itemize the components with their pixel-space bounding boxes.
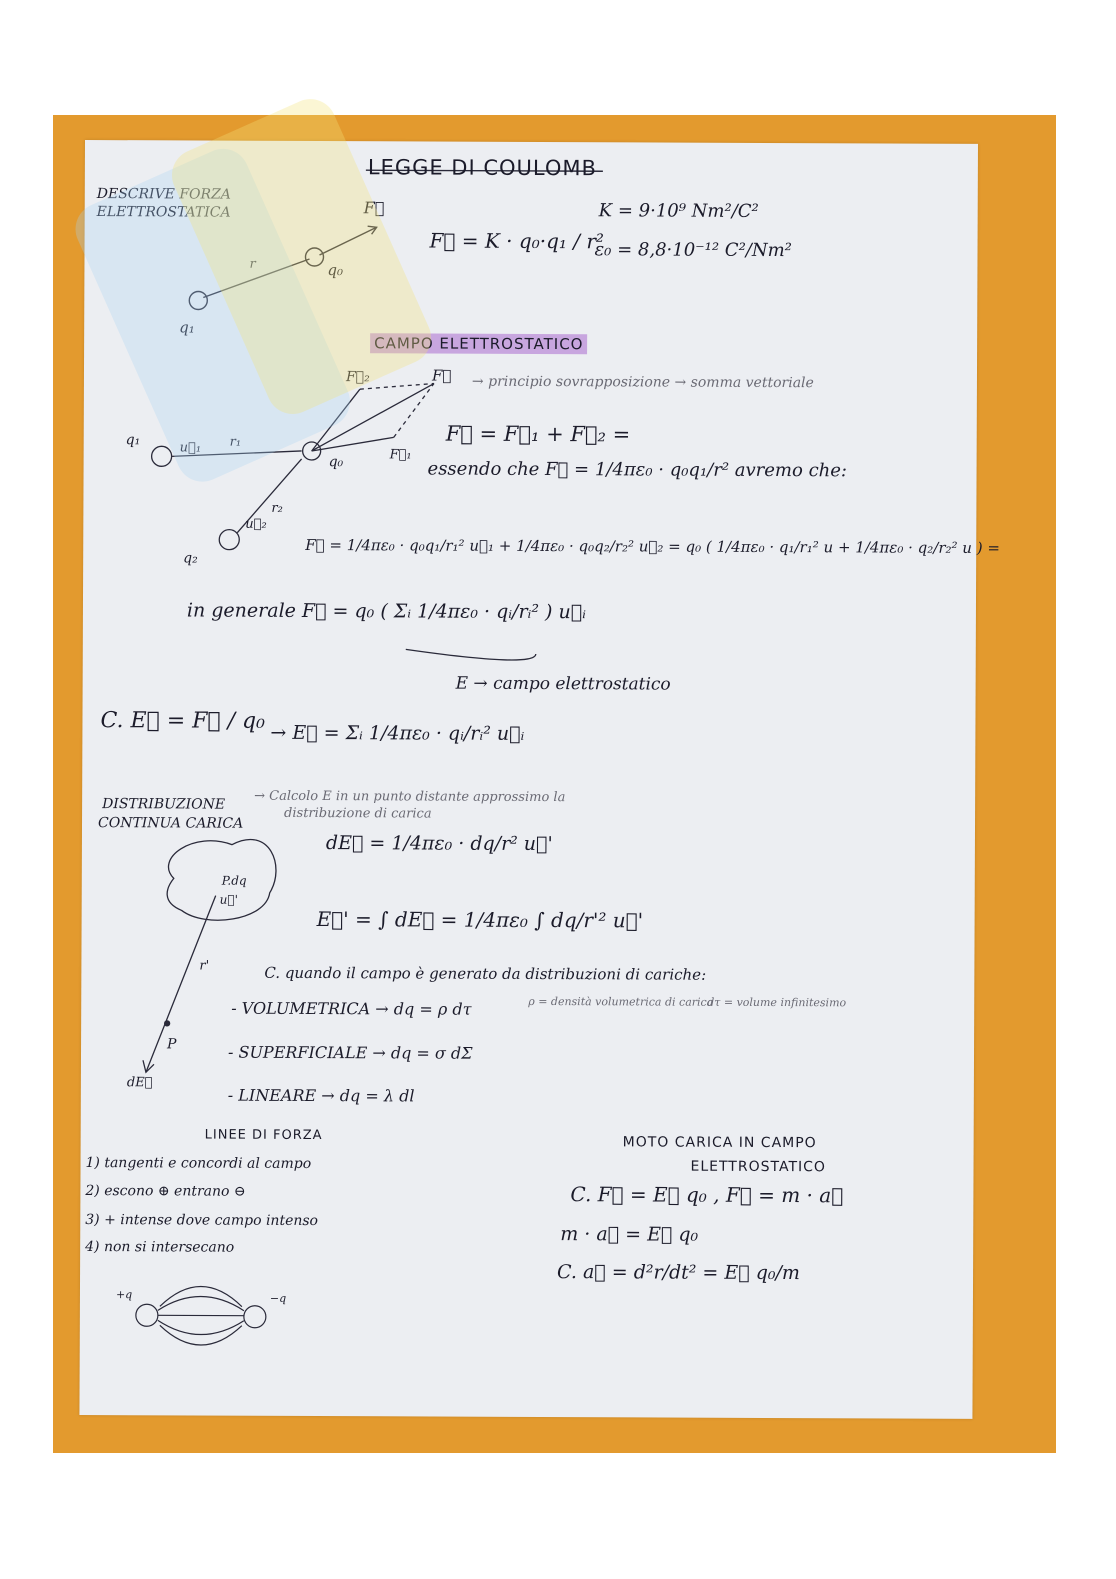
coulomb-formula: F⃗ = K · q₀·q₁ / r² <box>429 228 605 254</box>
label-r2: r₂ <box>271 500 283 516</box>
general-equation: in generale F⃗ = q₀ ( Σᵢ 1/4πε₀ · qᵢ/rᵢ² ) u⃗ᵢ <box>186 599 587 624</box>
epsilon-constant: ε₀ = 8,8·10⁻¹² C²/Nm² <box>594 239 792 262</box>
case-volumetrica: - VOLUMETRICA → dq = ρ dτ <box>231 998 472 1019</box>
label-F1: F⃗₁ <box>389 447 412 463</box>
label-u-prime: u⃗' <box>219 892 238 907</box>
distribuzione-note2: distribuzione di carica <box>284 805 432 822</box>
E-sum-definition: → E⃗ = Σᵢ 1/4πε₀ · qᵢ/rᵢ² u⃗ᵢ <box>270 721 525 745</box>
label-dq: P.dq <box>221 873 247 888</box>
label-q1: q₁ <box>179 318 195 337</box>
long-equation: F⃗ = 1/4πε₀ · q₀q₁/r₁² u⃗₁ + 1/4πε₀ · q₀q₂/r₂² u⃗₂ = q₀ ( 1/4πε₀ · q₁/r₁² u + 1/4πε₀ · q₂/r₂² u ) = <box>305 535 1000 557</box>
essendo-line: essendo che F⃗ = 1/4πε₀ · q₀q₁/r² avremo che: <box>427 458 848 482</box>
label-u1: u⃗₁ <box>179 440 202 456</box>
rho-note: ρ = densità volumetrica di carica <box>528 994 714 1009</box>
distribuzione-note1: → Calcolo E in un punto distante approssimo la <box>254 788 566 806</box>
distribuzione-label1: DISTRIBUZIONE <box>102 796 226 813</box>
moto-eq1: C. F⃗ = E⃗ q₀ , F⃗ = m · a⃗ <box>570 1182 844 1208</box>
case-lineare: - LINEARE → dq = λ dl <box>227 1085 415 1106</box>
moto-eq2: m · a⃗ = E⃗ q₀ <box>560 1223 699 1246</box>
distribuzione-label2: CONTINUA CARICA <box>97 815 244 832</box>
campo-heading-text: CAMPO ELETTROSTATICO <box>370 333 587 354</box>
label-F: F⃗ <box>363 198 385 218</box>
E-definition: C. E⃗ = F⃗ / q₀ <box>100 708 266 734</box>
sum-equation: F⃗ = F⃗₁ + F⃗₂ = <box>445 421 631 447</box>
label-plus-q: +q <box>115 1288 133 1302</box>
linee-item-1: 1) tangenti e concordi al campo <box>85 1155 312 1172</box>
label-r: r <box>249 256 256 272</box>
label-P: P <box>167 1036 177 1053</box>
label-q0: q₀ <box>327 261 344 280</box>
label-q2: q₂ <box>183 550 198 567</box>
linee-heading: LINEE DI FORZA <box>204 1127 323 1144</box>
desc-line2: ELETTROSTATICA <box>96 204 231 221</box>
case-superficiale: - SUPERFICIALE → dq = σ dΣ <box>227 1042 473 1063</box>
label-F-total: F⃗ <box>431 366 452 385</box>
tau-note: dτ = volume infinitesimo <box>707 995 847 1010</box>
moto-eq3: C. a⃗ = d²r/dt² = E⃗ q₀/m <box>557 1261 800 1285</box>
k-constant: K = 9·10⁹ Nm²/C² <box>598 200 759 222</box>
page-title: LEGGE DI COULOMB <box>367 155 598 181</box>
moto-heading2: ELETTROSTATICO <box>690 1158 826 1176</box>
label-r1: r₁ <box>229 434 242 450</box>
moto-heading1: MOTO CARICA IN CAMPO <box>622 1134 817 1152</box>
superposition-note: → principio sovrapposizione → somma vettoriale <box>471 373 814 392</box>
label-q1-b: q₁ <box>125 432 141 449</box>
label-F2: F⃗₂ <box>345 369 370 386</box>
desc-line1: DESCRIVE FORZA <box>96 186 231 203</box>
cases-intro: C. quando il campo è generato da distribuzioni di cariche: <box>264 963 707 984</box>
label-dE: dE⃗ <box>126 1075 153 1091</box>
linee-item-2: 2) escono ⊕ entrano ⊖ <box>85 1183 246 1200</box>
label-minus-q: −q <box>269 1291 287 1305</box>
brace-note: E → campo elettrostatico <box>455 673 671 695</box>
label-r-prime: r' <box>199 958 210 974</box>
label-q0-b: q₀ <box>328 454 344 471</box>
E-integral-equation: E⃗' = ∫ dE⃗ = 1/4πε₀ ∫ dq/r'² u⃗' <box>316 907 644 933</box>
linee-item-4: 4) non si intersecano <box>85 1239 235 1256</box>
dE-equation: dE⃗ = 1/4πε₀ · dq/r² u⃗' <box>325 832 553 856</box>
label-u2: u⃗₂ <box>245 516 267 532</box>
watermark-logo <box>10 44 494 525</box>
linee-item-3: 3) + intense dove campo intenso <box>85 1212 319 1230</box>
